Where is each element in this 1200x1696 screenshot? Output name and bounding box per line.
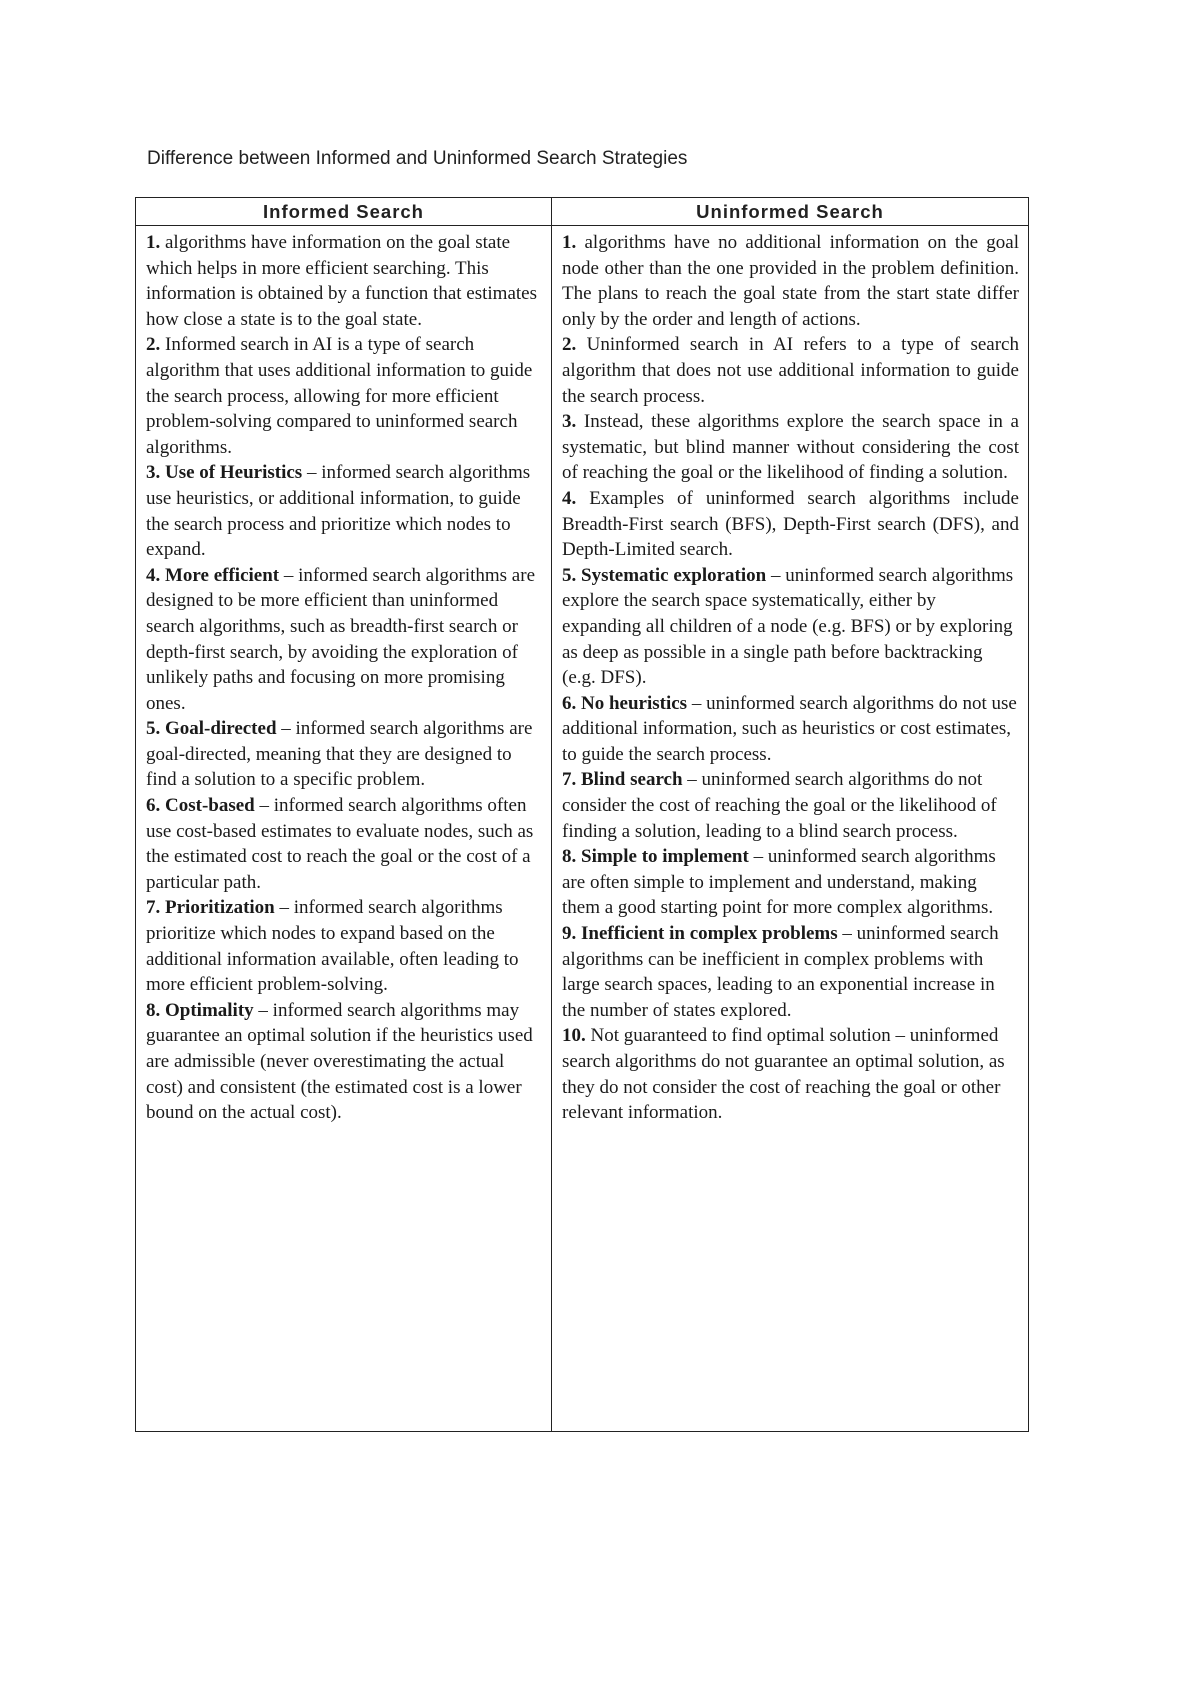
point-number: 2. [146,334,161,356]
point-number: 3. [562,411,577,433]
point-lead [146,462,302,483]
point-lead [562,769,683,790]
informed-point-5 [146,716,542,793]
point-separator: – [276,718,296,740]
uninformed-point-8 [562,844,1019,921]
point-separator: – [766,564,786,586]
point-separator: – [274,897,294,919]
point-number: 8. [146,999,161,1021]
informed-column-cell [136,226,552,1432]
point-lead [146,565,279,586]
point-text: uninformed search algorithms explore the search space systematically, either by expanding all children of a node (e.g. BFS) or by exploring as deep as possible in a single path before backtracking (e.g. DFS). [562,564,1014,689]
point-text: informed search algorithms often use cost-based estimates to evaluate nodes, such as the estimated cost to reach the goal or the cost of a particular path. [146,795,534,893]
document-title: Difference between Informed and Uninformed Search Strategies [147,148,688,169]
point-lead [562,488,576,509]
point-number: 10. [562,1025,586,1047]
point-text: uninformed search algorithms do not use additional information, such as heuristics or cost estimates, to guide the search process. [562,692,1017,765]
uninformed-point-1 [562,230,1019,332]
point-text: algorithms have no additional information on the goal node other than the one provided in the problem definition. The plans to reach the goal state from the start state differ only by the order and length of actions. [562,232,1019,330]
informed-point-2 [146,332,542,460]
point-text: algorithms have information on the goal state which helps in more efficient searching. This information is obtained by a function that estimates how close a state is to the goal state. [146,232,537,330]
point-lead [562,846,749,867]
point-term: Use of Heuristics [165,462,303,484]
point-term: Goal-directed [165,718,277,740]
point-separator: – [253,999,273,1021]
point-text: uninformed search algorithms are often simple to implement and understand, making them a good starting point for more complex algorithms. [562,846,996,919]
uninformed-point-3 [562,409,1019,486]
point-lead [146,718,277,739]
point-text: Examples of uninformed search algorithms include Breadth-First search (BFS), Depth-First search (DFS), and Depth-Limited search. [562,487,1019,561]
point-number: 5. [146,718,161,740]
uninformed-point-10 [562,1023,1019,1125]
point-lead [562,565,766,586]
point-number: 4. [562,487,577,509]
uninformed-point-6 [562,691,1019,768]
header-informed-search: Informed Search [136,198,552,226]
point-number: 1. [146,232,161,253]
point-lead [146,1000,254,1021]
point-text: Instead, these algorithms explore the search space in a systematic, but blind manner without considering the cost of reaching the goal or the likelihood of finding a solution. [562,411,1019,484]
point-text: Informed search in AI is a type of search algorithm that uses additional information to guide the search process, allowing for more efficient problem-solving compared to uninformed search algorithms. [146,334,533,458]
point-separator: – [254,795,274,817]
uninformed-point-5 [562,563,1019,691]
informed-point-6 [146,793,542,895]
point-lead [562,411,576,432]
point-separator: – [837,923,857,945]
informed-point-1 [146,230,542,332]
point-text: Not guaranteed to find optimal solution – uninformed search algorithms do not guarantee an optimal solution, as they do not consider the cost of reaching the goal or other relevant information. [562,1025,1005,1124]
informed-point-7 [146,895,542,997]
informed-point-3 [146,460,542,562]
point-text: informed search algorithms prioritize which nodes to expand based on the additional information available, often leading to more efficient problem-solving. [146,897,519,996]
point-term: Blind search [581,769,683,791]
point-lead [146,795,255,816]
uninformed-point-4 [562,486,1019,563]
point-text: informed search algorithms use heuristics, or additional information, to guide the search process and prioritize which nodes to expand. [146,462,531,561]
uninformed-column-cell [552,226,1029,1432]
point-term: Systematic exploration [581,564,767,586]
point-number: 9. [562,923,577,945]
point-number: 6. [562,692,577,714]
table-row [136,226,1029,1432]
informed-point-4 [146,563,542,717]
point-term: Inefficient in complex problems [581,923,838,945]
table-header-row [136,198,1029,226]
point-term: No heuristics [581,692,688,714]
point-text: informed search algorithms are goal-directed, meaning that they are designed to find a solution to a specific problem. [146,718,533,791]
point-number: 3. [146,462,161,484]
point-text: uninformed search algorithms do not consider the cost of reaching the goal or the likelihood of finding a solution, leading to a blind search process. [562,769,997,842]
point-separator: – [279,564,299,586]
point-separator: – [682,769,702,791]
comparison-table [135,197,1029,1432]
point-separator: – [687,692,707,714]
point-text: informed search algorithms are designed to be more efficient than uninformed search algorithms, such as breadth-first search or depth-first search, by avoiding the exploration of unlikely paths and focusing on more promising ones. [146,564,536,714]
uninformed-point-7 [562,767,1019,844]
point-number: 4. [146,564,161,586]
uninformed-point-2 [562,332,1019,409]
point-text: informed search algorithms may guarantee an optimal solution if the heuristics used are admissible (never overestimating the actual cost) and consistent (the estimated cost is a lower bound on the actual cost). [146,999,533,1124]
point-text: Uninformed search in AI refers to a type of search algorithm that does not use additional information to guide the search process. [562,334,1019,407]
header-uninformed-search: Uninformed Search [552,198,1029,226]
point-term: Simple to implement [581,846,749,868]
point-term: Optimality [165,999,254,1021]
point-number: 8. [562,846,577,868]
point-term: Prioritization [165,897,275,919]
point-number: 2. [562,334,577,356]
point-number: 1. [562,232,577,253]
point-number: 6. [146,795,161,817]
point-lead [146,897,275,918]
point-number: 5. [562,564,577,586]
informed-point-8 [146,998,542,1126]
point-lead [146,232,160,253]
point-lead [146,334,160,355]
point-text: uninformed search algorithms can be inefficient in complex problems with large search spaces, leading to an exponential increase in the number of states explored. [562,923,999,1021]
point-separator: – [748,846,768,868]
point-lead [562,693,687,714]
point-number: 7. [562,769,577,791]
point-term: More efficient [165,564,280,586]
point-lead [562,923,838,944]
point-lead [562,334,576,355]
point-separator: – [302,462,322,484]
uninformed-point-9 [562,921,1019,1023]
point-lead [562,1025,586,1046]
point-lead [562,232,576,253]
point-number: 7. [146,897,161,919]
point-term: Cost-based [165,795,255,817]
